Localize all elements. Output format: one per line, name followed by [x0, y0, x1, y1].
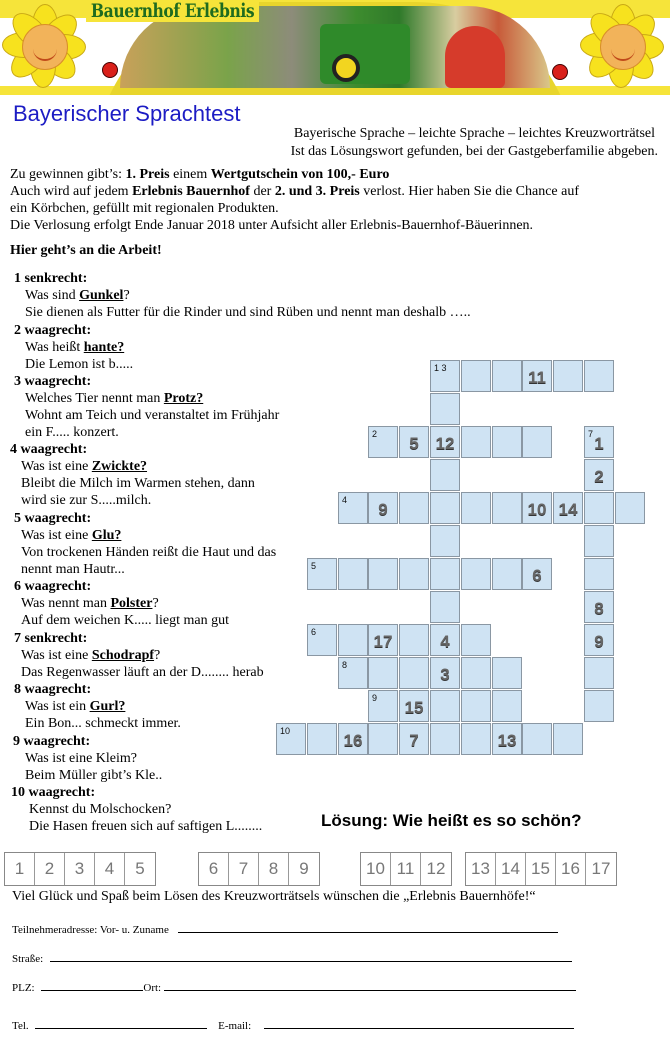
solution-index: 4	[440, 632, 450, 651]
ort-label: Ort:	[143, 982, 162, 994]
clue-6: 6 waagrecht: Was nennt man Polster? Auf dem weichen K..... liegt man gut	[14, 579, 230, 628]
crossword-cell[interactable]	[461, 723, 491, 755]
solution-letter-box[interactable]: 15	[526, 853, 556, 885]
crossword-cell[interactable]	[430, 690, 460, 722]
street-label: Straße:	[12, 953, 44, 965]
solution-letter-box[interactable]: 17	[586, 853, 616, 885]
crossword-cell[interactable]	[307, 624, 337, 656]
clue-number: 4	[342, 495, 348, 505]
clue-number: 8	[342, 660, 348, 670]
crossword-cell[interactable]	[368, 690, 398, 722]
crossword-cell[interactable]	[492, 558, 522, 590]
crossword-cell[interactable]	[522, 426, 552, 458]
crossword-cell[interactable]	[399, 723, 429, 755]
name-label: Teilnehmeradresse: Vor- u. Zuname	[12, 924, 169, 936]
solution-letter-box[interactable]: 8	[259, 853, 289, 885]
solution-index: 6	[532, 566, 542, 585]
crossword-cell[interactable]	[584, 657, 614, 689]
solution-letter-box[interactable]: 12	[421, 853, 451, 885]
clue-number: 6	[311, 627, 317, 637]
clue-number: 5	[311, 561, 317, 571]
crossword-cell[interactable]	[461, 657, 491, 689]
clue-8: 8 waagrecht: Was ist ein Gurl? Ein Bon... schmeckt immer.	[14, 682, 181, 731]
tractor-image	[320, 24, 410, 84]
name-field[interactable]	[178, 921, 558, 933]
solution-index: 1	[594, 434, 604, 453]
crossword-cell[interactable]	[492, 723, 522, 755]
ort-field[interactable]	[164, 979, 576, 991]
street-field[interactable]	[50, 950, 572, 962]
crossword-cell[interactable]	[492, 360, 522, 392]
crossword-cell[interactable]	[430, 723, 460, 755]
crossword-cell[interactable]	[399, 558, 429, 590]
solution-letter-box[interactable]: 16	[556, 853, 586, 885]
crossword-cell[interactable]	[338, 492, 368, 524]
crossword-cell[interactable]	[430, 492, 460, 524]
crossword-cell[interactable]	[399, 657, 429, 689]
intro-text	[10, 166, 660, 234]
solution-index: 14	[558, 500, 578, 519]
solution-letter-box[interactable]: 7	[229, 853, 259, 885]
crossword-cell[interactable]	[430, 525, 460, 557]
solution-index: 9	[594, 632, 604, 651]
crossword-cell[interactable]	[399, 690, 429, 722]
solution-group	[198, 852, 320, 886]
crossword-cell[interactable]	[492, 492, 522, 524]
plz-label: PLZ:	[12, 982, 35, 994]
solution-letter-box[interactable]: 13	[466, 853, 496, 885]
solution-letter-box[interactable]: 4	[95, 853, 125, 885]
child-image	[445, 26, 505, 88]
clue-number: 1 3	[434, 363, 447, 373]
banner-title: Bauernhof Erlebnis	[86, 0, 259, 22]
crossword-cell[interactable]	[430, 426, 460, 458]
solution-index: 5	[409, 434, 419, 453]
solution-letter-box[interactable]: 9	[289, 853, 319, 885]
clue-2: 2 waagrecht: Was heißt hante? Die Lemon ist b.....	[14, 323, 134, 372]
crossword-cell[interactable]	[368, 426, 398, 458]
crossword-cell[interactable]	[338, 723, 368, 755]
crossword-cell[interactable]	[368, 558, 398, 590]
crossword-cell[interactable]	[584, 591, 614, 623]
crossword-cell[interactable]	[492, 690, 522, 722]
crossword-cell[interactable]	[615, 492, 645, 524]
crossword-cell[interactable]	[307, 558, 337, 590]
solution-index: 15	[404, 698, 424, 717]
solution-group	[360, 852, 452, 886]
crossword-cell[interactable]	[492, 657, 522, 689]
solution-group	[465, 852, 617, 886]
clue-9: 9 waagrecht: Was ist eine Kleim? Beim Müller gibt’s Kle..	[13, 734, 163, 783]
clue-number: 2	[372, 429, 378, 439]
crossword-cell[interactable]	[584, 459, 614, 491]
ladybug-icon	[552, 64, 568, 80]
solution-letter-box[interactable]: 10	[361, 853, 391, 885]
form-street-row	[12, 950, 572, 965]
crossword-cell[interactable]	[368, 723, 398, 755]
header-banner	[0, 0, 670, 95]
crossword-cell[interactable]	[399, 492, 429, 524]
solution-index: 2	[594, 467, 604, 486]
crossword-cell[interactable]	[338, 624, 368, 656]
crossword-cell[interactable]	[461, 426, 491, 458]
clue-3: 3 waagrecht: Welches Tier nennt man Protz? Wohnt am Teich und veranstaltet im Frühjahr ein F..... konzert.	[14, 374, 280, 440]
prize-line-3: ein Körbchen, gefüllt mit regionalen Produkten.	[10, 201, 279, 216]
solution-letter-box[interactable]: 1	[5, 853, 35, 885]
solution-index: 9	[378, 500, 388, 519]
solution-index: 7	[409, 731, 419, 750]
crossword-cell[interactable]	[430, 558, 460, 590]
subtitle-line-1: Bayerische Sprache – leichte Sprache – leichtes Kreuzworträtsel	[293, 126, 655, 141]
crossword-cell[interactable]	[584, 525, 614, 557]
solution-index: 13	[497, 731, 517, 750]
crossword-cell[interactable]	[461, 690, 491, 722]
crossword-cell[interactable]	[522, 558, 552, 590]
closing-wish: Viel Glück und Spaß beim Lösen des Kreuzworträtsels wünschen die „Erlebnis Bauernhöfe!“	[12, 889, 536, 904]
clue-7: 7 senkrecht: Was ist eine Schodrapf? Das Regenwasser läuft an der D........ herab	[14, 631, 264, 680]
crossword-cell[interactable]	[584, 690, 614, 722]
crossword-cell[interactable]	[522, 723, 552, 755]
page-title: Bayerischer Sprachtest	[13, 101, 241, 126]
clue-number: 9	[372, 693, 378, 703]
ladybug-icon	[102, 62, 118, 78]
email-field[interactable]	[264, 1017, 574, 1029]
sunflower-right-icon	[580, 4, 664, 88]
solution-index: 3	[440, 665, 450, 684]
solution-letter-box[interactable]: 11	[391, 853, 421, 885]
crossword-cell[interactable]	[307, 723, 337, 755]
crossword-cell[interactable]	[522, 492, 552, 524]
crossword-cell[interactable]	[584, 426, 614, 458]
tel-field[interactable]	[35, 1017, 207, 1029]
solution-letter-box[interactable]: 5	[125, 853, 155, 885]
clue-4: 4 waagrecht: Was ist eine Zwickte? Bleibt die Milch im Warmen stehen, dann wird sie zur S.....milch.	[10, 442, 255, 508]
clue-number: 7	[588, 429, 594, 439]
solution-group	[4, 852, 156, 886]
solution-index: 16	[343, 731, 363, 750]
crossword-cell[interactable]	[368, 492, 398, 524]
crossword-cell[interactable]	[276, 723, 306, 755]
clue-5: 5 waagrecht: Was ist eine Glu? Von trockenen Händen reißt die Haut und das nennt man Hautr...	[14, 511, 277, 577]
crossword-cell[interactable]	[461, 492, 491, 524]
crossword-cell[interactable]	[553, 492, 583, 524]
crossword-cell[interactable]	[461, 360, 491, 392]
prize-line: Zu gewinnen gibt’s: 1. Preis einem Wertgutschein von 100,- Euro	[10, 167, 390, 182]
crossword-cell[interactable]	[584, 492, 614, 524]
crossword-cell[interactable]	[399, 426, 429, 458]
crossword-cell[interactable]	[430, 459, 460, 491]
crossword-cell[interactable]	[584, 360, 614, 392]
clue-10: 10 waagrecht: Kennst du Molschocken? Die Hasen freuen sich auf saftigen L........	[11, 785, 263, 834]
form-plz-row	[12, 979, 576, 994]
crossword-cell[interactable]	[461, 558, 491, 590]
form-contact-row	[12, 1017, 574, 1032]
solution-letter-box[interactable]: 2	[35, 853, 65, 885]
crossword-cell[interactable]	[338, 657, 368, 689]
solution-index: 17	[373, 632, 393, 651]
sunflower-left-icon	[2, 4, 86, 88]
solution-letter-box[interactable]: 6	[199, 853, 229, 885]
crossword-cell[interactable]	[430, 591, 460, 623]
draw-date-line: Die Verlosung erfolgt Ende Januar 2018 unter Aufsicht aller Erlebnis-Bauernhof-Bäuerinnen.	[10, 218, 534, 233]
solution-index: 11	[528, 368, 546, 387]
crossword-cell[interactable]	[553, 360, 583, 392]
email-label: E-mail:	[218, 1020, 252, 1032]
crossword-cell[interactable]	[584, 558, 614, 590]
prize-line-2: Auch wird auf jedem Erlebnis Bauernhof der 2. und 3. Preis verlost. Hier haben Sie die Chance auf	[10, 184, 580, 199]
crossword-cell[interactable]	[584, 624, 614, 656]
crossword-cell[interactable]	[461, 624, 491, 656]
tel-label: Tel.	[12, 1020, 29, 1032]
crossword-cell[interactable]	[430, 624, 460, 656]
crossword-cell[interactable]	[430, 360, 460, 392]
crossword-cell[interactable]	[368, 657, 398, 689]
subtitle-line-2: Ist das Lösungswort gefunden, bei der Gastgeberfamilie abgeben.	[290, 144, 658, 159]
clue-number: 10	[280, 726, 291, 736]
start-heading: Hier geht’s an die Arbeit!	[10, 243, 162, 258]
solution-index: 10	[527, 500, 547, 519]
solution-letter-box[interactable]: 14	[496, 853, 526, 885]
crossword-cell[interactable]	[522, 360, 552, 392]
solution-heading: Lösung: Wie heißt es so schön?	[321, 811, 582, 830]
crossword-cell[interactable]	[430, 657, 460, 689]
solution-index: 12	[435, 434, 455, 453]
solution-letter-box[interactable]: 3	[65, 853, 95, 885]
form-name-row	[12, 921, 558, 936]
crossword-cell[interactable]	[492, 426, 522, 458]
crossword-cell[interactable]	[553, 723, 583, 755]
solution-index: 8	[594, 599, 604, 618]
crossword-cell[interactable]	[338, 558, 368, 590]
clue-1: 1 senkrecht: Was sind Gunkel? Sie dienen als Futter für die Rinder und sind Rüben und nennt man deshalb …..	[14, 271, 471, 320]
crossword-cell[interactable]	[399, 624, 429, 656]
crossword-cell[interactable]	[368, 624, 398, 656]
crossword-cell[interactable]	[430, 393, 460, 425]
plz-field[interactable]	[41, 979, 143, 991]
